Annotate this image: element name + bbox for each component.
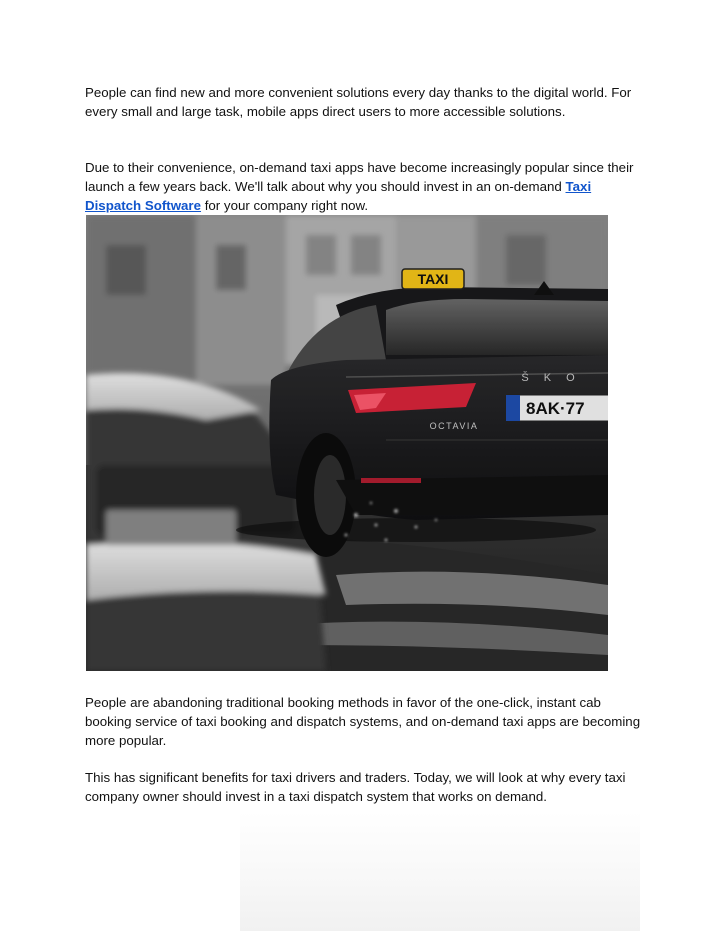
taxi-dispatch-software-link[interactable]: Taxi Dispatch Software bbox=[85, 179, 592, 213]
convenience-paragraph bbox=[85, 158, 645, 215]
faint-background-shape bbox=[240, 812, 640, 931]
abandoning-booking-paragraph: People are abandoning traditional booking methods in favor of the one-click, instant cab booking service of taxi booking and dispatch systems, and on-demand taxi apps are becoming more popular. bbox=[85, 695, 641, 748]
plate-number-text: 8AK·77 bbox=[526, 399, 585, 418]
taxi-sign-text: TAXI bbox=[417, 271, 449, 287]
brand-badge-text: Š K O bbox=[521, 372, 581, 384]
paragraph-text-after-link: for your company right now. bbox=[201, 198, 369, 213]
paragraph-text-before-link: Due to their convenience, on-demand taxi apps have become increasingly popular since their launch a few years back. We'll talk about why you should invest in an on-demand bbox=[85, 160, 634, 194]
benefits-paragraph: This has significant benefits for taxi drivers and traders. Today, we will look at why every taxi company owner should invest in a taxi dispatch system that works on demand. bbox=[85, 770, 626, 804]
intro-paragraph: People can find new and more convenient solutions every day thanks to the digital world. For every small and large task, mobile apps direct users to more accessible solutions. bbox=[85, 85, 632, 119]
model-badge-text: OCTAVIA bbox=[429, 421, 479, 431]
taxi-photo bbox=[86, 215, 608, 671]
